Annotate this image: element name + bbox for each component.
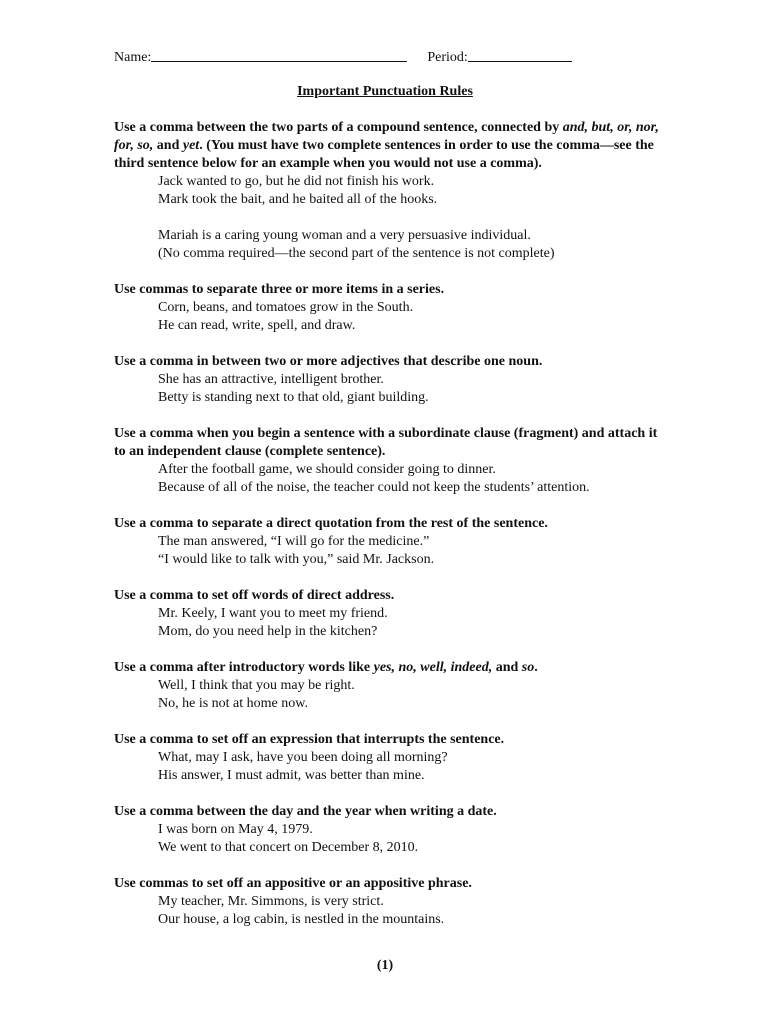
example-sentence: Because of all of the noise, the teacher could not keep the students’ attention.: [158, 480, 590, 495]
example-sentence: My teacher, Mr. Simmons, is very strict.: [158, 894, 384, 909]
name-label: Name:: [114, 50, 152, 65]
example-sentence: Mom, do you need help in the kitchen?: [158, 624, 378, 639]
rule-text: Use a comma to set off words of direct address.: [114, 588, 395, 603]
example-sentence: Corn, beans, and tomatoes grow in the South.: [158, 300, 414, 315]
rule-section: [114, 659, 659, 713]
example-sentence: The man answered, “I will go for the medicine.”: [158, 534, 430, 549]
example-sentence: No, he is not at home now.: [158, 696, 308, 711]
rules-content: [114, 119, 659, 947]
example-sentence: Mark took the bait, and he baited all of the hooks.: [158, 192, 438, 207]
example-sentence: I was born on May 4, 1979.: [158, 822, 313, 837]
rule-section: [114, 425, 659, 497]
rule-text: Use a comma when you begin a sentence with a subordinate clause (fragment) and attach it to an independent clause (complete sentence).: [114, 426, 658, 459]
rule-text: Use a comma between the two parts of a compound sentence, connected by and, but, or, nor, for, so, and yet. (You must have two complete sentences in order to use the comma—see the third sentence below for an example when you would not use a comma).: [114, 120, 659, 171]
example-sentence: She has an attractive, intelligent brother.: [158, 372, 384, 387]
rule-text: Use a comma in between two or more adjectives that describe one noun.: [114, 354, 543, 369]
period-blank[interactable]: [468, 47, 572, 62]
example-sentence: What, may I ask, have you been doing all morning?: [158, 750, 448, 765]
rule-text: Use a comma to separate a direct quotation from the rest of the sentence.: [114, 516, 548, 531]
period-label: Period:: [427, 50, 468, 65]
rule-section: [114, 119, 659, 263]
page-title: Important Punctuation Rules: [297, 84, 473, 99]
rule-section: [114, 731, 659, 785]
example-sentence: Mariah is a caring young woman and a very persuasive individual.: [158, 228, 531, 243]
header-line: [114, 47, 674, 67]
example-sentence: Our house, a log cabin, is nestled in the mountains.: [158, 912, 445, 927]
rule-section: [114, 803, 659, 857]
rule-section: [114, 515, 659, 569]
example-sentence: Jack wanted to go, but he did not finish his work.: [158, 174, 435, 189]
rule-text: Use commas to set off an appositive or an appositive phrase.: [114, 876, 472, 891]
rule-text: Use a comma to set off an expression that interrupts the sentence.: [114, 732, 505, 747]
rule-text: Use commas to separate three or more items in a series.: [114, 282, 445, 297]
example-sentence: Betty is standing next to that old, giant building.: [158, 390, 429, 405]
example-sentence: Well, I think that you may be right.: [158, 678, 355, 693]
rule-section: [114, 875, 659, 929]
rule-text: Use a comma between the day and the year when writing a date.: [114, 804, 497, 819]
rule-section: [114, 587, 659, 641]
page-number: (1): [376, 958, 394, 973]
example-sentence: We went to that concert on December 8, 2010.: [158, 840, 419, 855]
example-sentence: Mr. Keely, I want you to meet my friend.: [158, 606, 388, 621]
rule-text: Use a comma after introductory words like yes, no, well, indeed, and so.: [114, 660, 538, 675]
example-sentence: “I would like to talk with you,” said Mr. Jackson.: [158, 552, 435, 567]
name-blank[interactable]: [151, 47, 407, 62]
example-note: (No comma required—the second part of the sentence is not complete): [158, 246, 555, 261]
rule-section: [114, 353, 659, 407]
example-sentence: After the football game, we should consider going to dinner.: [158, 462, 496, 477]
rule-section: [114, 281, 659, 335]
example-sentence: He can read, write, spell, and draw.: [158, 318, 356, 333]
example-sentence: His answer, I must admit, was better than mine.: [158, 768, 425, 783]
